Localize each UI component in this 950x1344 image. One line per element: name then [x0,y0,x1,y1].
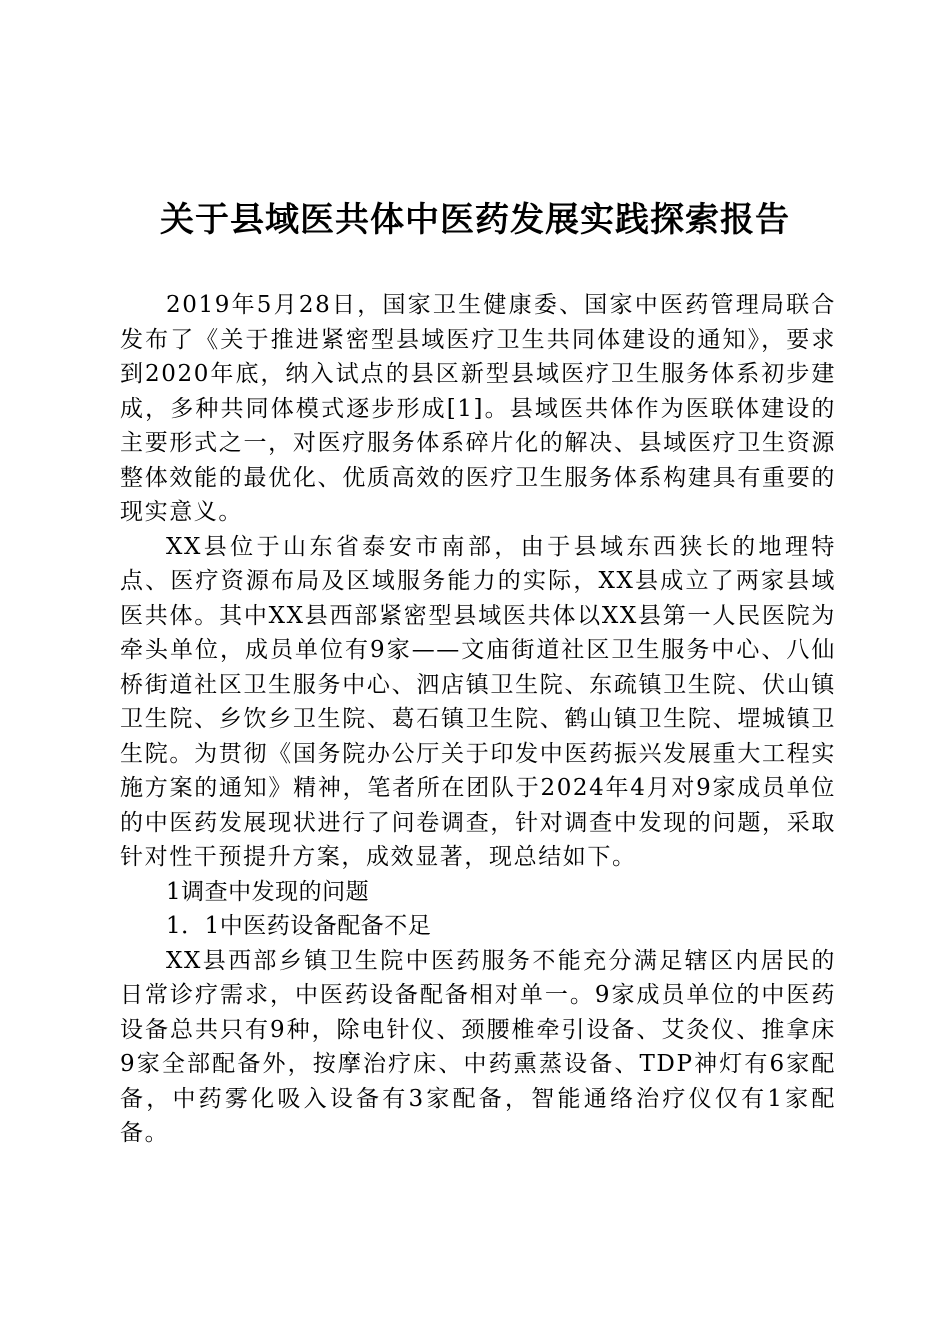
section-heading: 1调查中发现的问题 [166,878,370,905]
document-body [120,288,836,1151]
document-title: 关于县域医共体中医药发展实践探索报告 [160,200,790,240]
intro-paragraph: 2019年5月28日，国家卫生健康委、国家中医药管理局联合发布了《关于推进紧密型县域医疗卫生共同体建设的通知》，要求到2020年底，纳入试点的县区新型县域医疗卫生服务体系初步建成，多种共同体模式逐步形成[1]。县域医共体作为医联体建设的主要形式之一，对医疗服务体系碎片化的解决、县域医疗卫生资源整体效能的最优化、优质高效的医疗卫生服务体系构建具有重要的现实意义。 [120,292,836,525]
equipment-paragraph: XX县西部乡镇卫生院中医药服务不能充分满足辖区内居民的日常诊疗需求，中医药设备配备相对单一。9家成员单位的中医药设备总共只有9种，除电针仪、颈腰椎牵引设备、艾灸仪、推拿床9家全部配备外，按摩治疗床、中药熏蒸设备、TDP神灯有6家配备，中药雾化吸入设备有3家配备，智能通络治疗仪仅有1家配备。 [120,947,836,1146]
background-paragraph: XX县位于山东省泰安市南部，由于县域东西狭长的地理特点、医疗资源布局及区域服务能力的实际，XX县成立了两家县域医共体。其中XX县西部紧密型县域医共体以XX县第一人民医院为牵头单位，成员单位有9家——文庙街道社区卫生服务中心、八仙桥街道社区卫生服务中心、泗店镇卫生院、东疏镇卫生院、伏山镇卫生院、乡饮乡卫生院、葛石镇卫生院、鹤山镇卫生院、堽城镇卫生院。为贯彻《国务院办公厅关于印发中医药振兴发展重大工程实施方案的通知》精神，笔者所在团队于2024年4月对9家成员单位的中医药发展现状进行了问卷调查，针对调查中发现的问题，采取针对性干预提升方案，成效显著，现总结如下。 [120,533,836,870]
subsection-heading: 1．1中医药设备配备不足 [166,913,432,939]
